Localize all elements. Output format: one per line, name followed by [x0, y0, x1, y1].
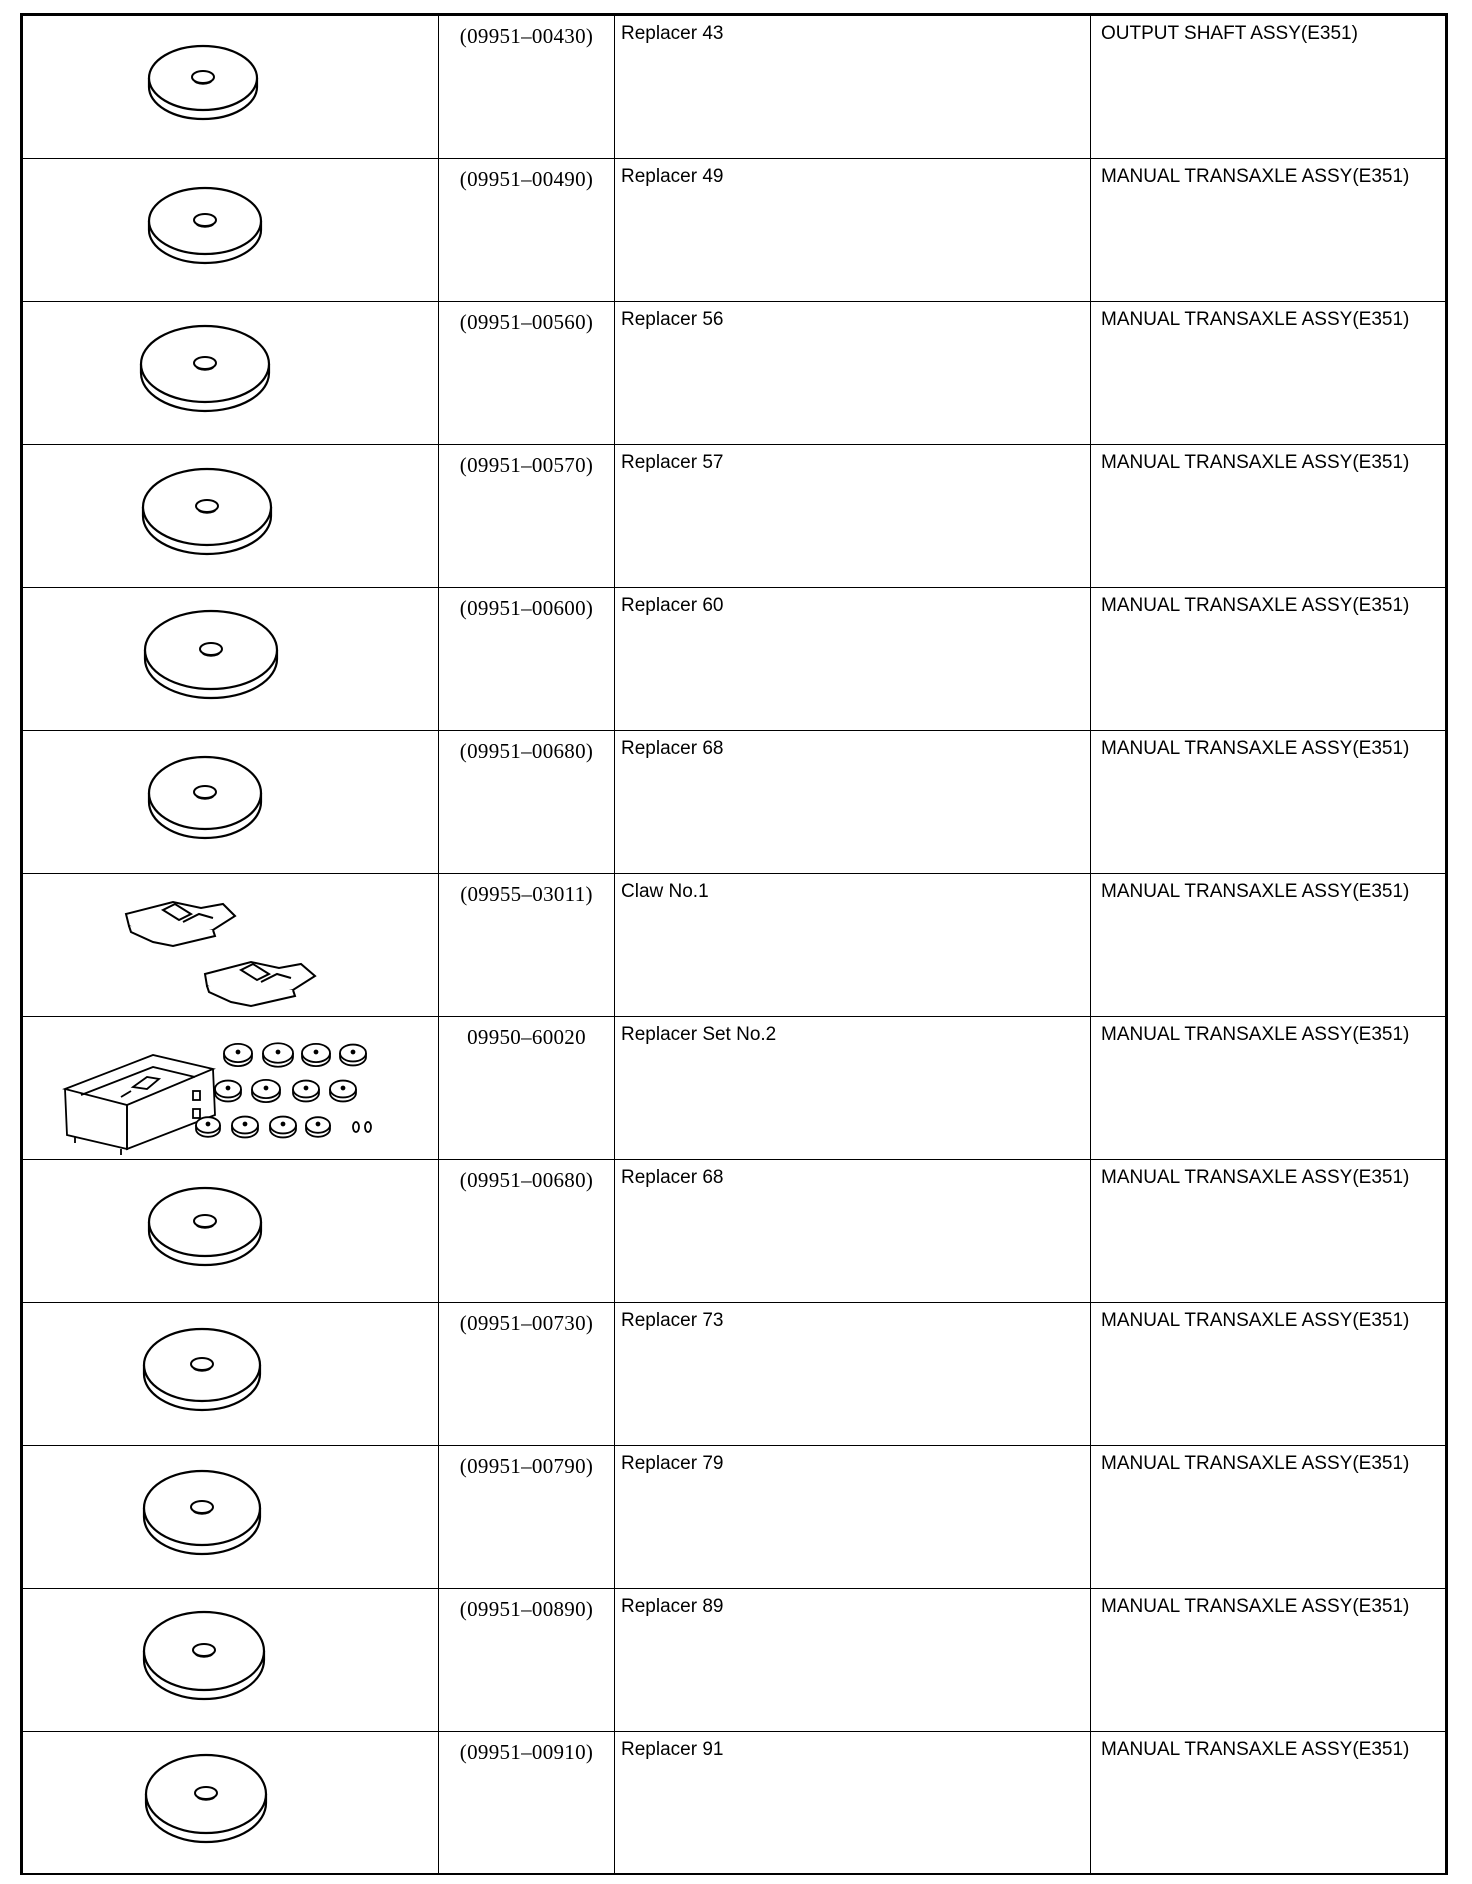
tool-name-cell [615, 16, 1091, 159]
illustration-cell [23, 588, 439, 731]
part-number-cell [439, 302, 615, 445]
disc-replacer-icon [23, 1160, 438, 1303]
part-number-cell [439, 16, 615, 159]
illustration-cell [23, 16, 439, 159]
part-number: 09950–60020 [467, 1025, 586, 1049]
part-number-cell [439, 159, 615, 302]
part-number: (09951–00790) [459, 1454, 594, 1478]
tool-name: Replacer 56 [621, 309, 724, 330]
table-row [23, 874, 1446, 1017]
tool-name: Replacer 43 [621, 23, 724, 44]
usage-cell [1091, 1017, 1446, 1160]
part-number: (09951–00490) [459, 167, 594, 191]
part-number: (09955–03011) [460, 882, 593, 906]
part-number-cell [439, 1589, 615, 1732]
disc-replacer-icon [23, 588, 438, 731]
tool-name-cell [615, 1303, 1091, 1446]
part-number: (09951–00890) [459, 1597, 594, 1621]
table-row [23, 1446, 1446, 1589]
usage-cell [1091, 302, 1446, 445]
tool-name-cell [615, 1017, 1091, 1160]
usage-text: MANUAL TRANSAXLE ASSY(E351) [1101, 1739, 1410, 1760]
illustration-cell [23, 445, 439, 588]
usage-text: MANUAL TRANSAXLE ASSY(E351) [1101, 1453, 1410, 1474]
tool-name: Replacer 91 [621, 1739, 724, 1760]
table-row [23, 588, 1446, 731]
table-row [23, 1303, 1446, 1446]
tool-name: Replacer 79 [621, 1453, 724, 1474]
illustration-cell [23, 874, 439, 1017]
part-number: (09951–00680) [459, 1168, 594, 1192]
replacer-set-case-icon [23, 1017, 438, 1160]
disc-replacer-icon [23, 445, 438, 588]
part-number: (09951–00680) [459, 739, 594, 763]
usage-cell [1091, 159, 1446, 302]
tool-name: Replacer 49 [621, 166, 724, 187]
disc-replacer-icon [23, 16, 438, 159]
usage-text: MANUAL TRANSAXLE ASSY(E351) [1101, 1024, 1410, 1045]
usage-text: MANUAL TRANSAXLE ASSY(E351) [1101, 881, 1410, 902]
table-row [23, 16, 1446, 159]
illustration-cell [23, 1303, 439, 1446]
usage-cell [1091, 731, 1446, 874]
usage-text: MANUAL TRANSAXLE ASSY(E351) [1101, 595, 1410, 616]
part-number: (09951–00600) [459, 596, 594, 620]
part-number: (09951–00570) [459, 453, 594, 477]
part-number: (09951–00730) [459, 1311, 594, 1335]
usage-cell [1091, 874, 1446, 1017]
table-row [23, 302, 1446, 445]
tool-name-cell [615, 159, 1091, 302]
tool-name: Replacer 57 [621, 452, 724, 473]
tool-name-cell [615, 588, 1091, 731]
sst-table-body [23, 16, 1446, 1875]
tool-name: Claw No.1 [621, 881, 709, 902]
illustration-cell [23, 1446, 439, 1589]
tool-name: Replacer 68 [621, 738, 724, 759]
illustration-cell [23, 1160, 439, 1303]
tool-name: Replacer 73 [621, 1310, 724, 1331]
usage-text: MANUAL TRANSAXLE ASSY(E351) [1101, 738, 1410, 759]
tool-name-cell [615, 731, 1091, 874]
part-number: (09951–00910) [459, 1740, 594, 1764]
usage-text: MANUAL TRANSAXLE ASSY(E351) [1101, 452, 1410, 473]
part-number-cell [439, 1446, 615, 1589]
part-number-cell [439, 1303, 615, 1446]
illustration-cell [23, 1589, 439, 1732]
usage-text: MANUAL TRANSAXLE ASSY(E351) [1101, 1310, 1410, 1331]
tool-name: Replacer 89 [621, 1596, 724, 1617]
disc-replacer-icon [23, 302, 438, 445]
part-number: (09951–00560) [459, 310, 594, 334]
sst-table [22, 15, 1446, 1875]
usage-cell [1091, 16, 1446, 159]
usage-text: OUTPUT SHAFT ASSY(E351) [1101, 23, 1358, 44]
usage-cell [1091, 1446, 1446, 1589]
disc-replacer-icon [23, 731, 438, 874]
tool-name-cell [615, 1446, 1091, 1589]
part-number-cell [439, 588, 615, 731]
tool-name: Replacer 60 [621, 595, 724, 616]
disc-replacer-icon [23, 1303, 438, 1446]
usage-text: MANUAL TRANSAXLE ASSY(E351) [1101, 1167, 1410, 1188]
illustration-cell [23, 159, 439, 302]
disc-replacer-icon [23, 1589, 438, 1732]
part-number-cell [439, 445, 615, 588]
part-number-cell [439, 731, 615, 874]
usage-text: MANUAL TRANSAXLE ASSY(E351) [1101, 166, 1410, 187]
usage-cell [1091, 445, 1446, 588]
table-row [23, 1732, 1446, 1875]
tool-name: Replacer Set No.2 [621, 1024, 777, 1045]
tool-name-cell [615, 445, 1091, 588]
usage-cell [1091, 1589, 1446, 1732]
illustration-cell [23, 302, 439, 445]
usage-text: MANUAL TRANSAXLE ASSY(E351) [1101, 1596, 1410, 1617]
part-number-cell [439, 1160, 615, 1303]
table-row [23, 1589, 1446, 1732]
illustration-cell [23, 1017, 439, 1160]
part-number-cell [439, 874, 615, 1017]
tool-name-cell [615, 1732, 1091, 1875]
tool-name-cell [615, 1589, 1091, 1732]
claw-pair-icon [23, 874, 438, 1017]
tool-name-cell [615, 874, 1091, 1017]
disc-replacer-icon [23, 1732, 438, 1875]
disc-replacer-icon [23, 1446, 438, 1589]
usage-cell [1091, 1732, 1446, 1875]
usage-text: MANUAL TRANSAXLE ASSY(E351) [1101, 309, 1410, 330]
disc-replacer-icon [23, 159, 438, 302]
part-number: (09951–00430) [459, 24, 594, 48]
table-row [23, 159, 1446, 302]
tool-name: Replacer 68 [621, 1167, 724, 1188]
usage-cell [1091, 1160, 1446, 1303]
illustration-cell [23, 1732, 439, 1875]
usage-cell [1091, 588, 1446, 731]
table-row [23, 445, 1446, 588]
part-number-cell [439, 1732, 615, 1875]
usage-cell [1091, 1303, 1446, 1446]
part-number-cell [439, 1017, 615, 1160]
sst-table-sheet [20, 13, 1448, 1875]
tool-name-cell [615, 1160, 1091, 1303]
table-row [23, 731, 1446, 874]
tool-name-cell [615, 302, 1091, 445]
table-row [23, 1160, 1446, 1303]
illustration-cell [23, 731, 439, 874]
table-row [23, 1017, 1446, 1160]
